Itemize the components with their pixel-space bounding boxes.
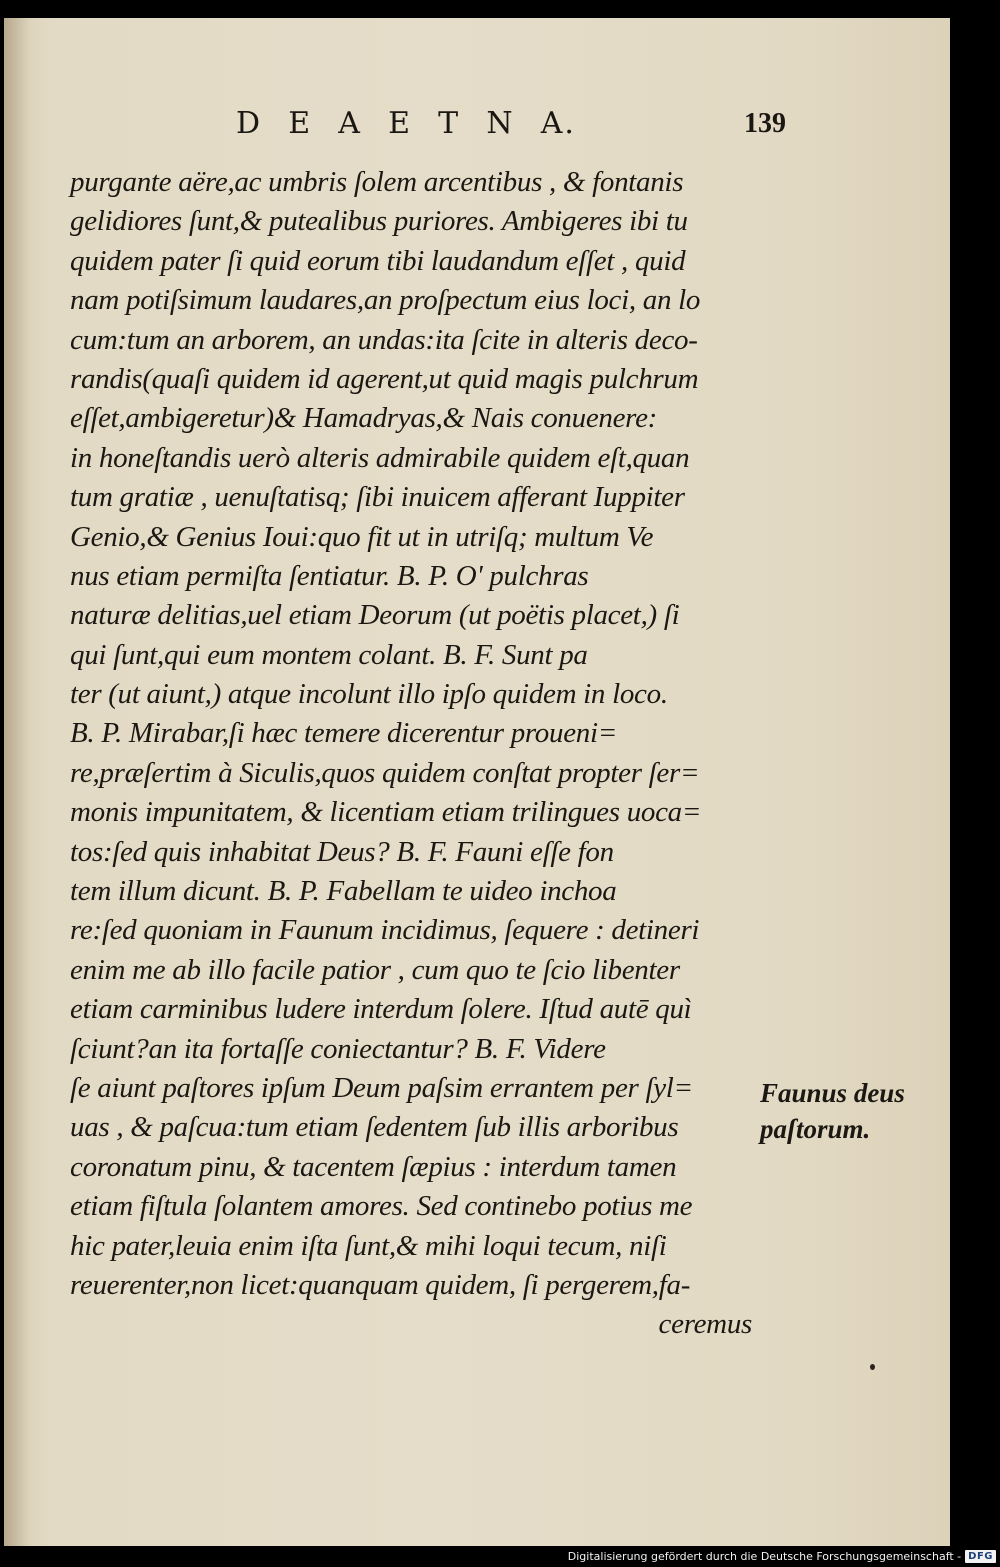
text-line: hic pater,leuia enim iſta ſunt,& mihi loqui tecum, niſi — [70, 1229, 667, 1262]
text-line: naturæ delitias,uel etiam Deorum (ut poëtis placet,) ſi — [70, 599, 680, 632]
running-head — [236, 106, 576, 141]
text-line: ſciunt?an ita fortaſſe coniectantur? B. F. Videre — [70, 1032, 606, 1065]
text-line: purgante aëre,ac umbris ſolem arcentibus , & fontanis — [70, 166, 684, 198]
text-line: coronatum pinu, & tacentem ſæpius : interdum tamen — [70, 1150, 677, 1183]
text-line: etiam fiſtula ſolantem amores. Sed continebo potius me — [70, 1190, 693, 1223]
digitization-footer — [568, 1547, 996, 1565]
running-head-letter: E — [388, 106, 413, 141]
dfg-logo-icon: DFG — [965, 1550, 996, 1563]
text-line: uas , & paſcua:tum etiam ſedentem ſub illis arboribus — [70, 1111, 679, 1144]
text-line: ter (ut aiunt,) atque incolunt illo ipſo quidem in loco. — [70, 678, 668, 711]
running-head-letter: T — [438, 106, 461, 141]
marginal-note-line: Faunus deus — [760, 1078, 905, 1108]
running-head-letter: N — [486, 106, 515, 141]
text-line: B. P. Mirabar,ſi hæc temere dicerentur proueni= — [70, 717, 617, 750]
text-line: tem illum dicunt. B. P. Fabellam te uideo inchoa — [70, 875, 617, 908]
text-line: gelidiores ſunt,& putealibus puriores. Ambigeres ibi tu — [70, 205, 688, 238]
body-text — [70, 163, 760, 1345]
text-line: randis(quaſi quidem id agerent,ut quid magis pulchrum — [70, 362, 699, 395]
text-line: tum gratiæ , uenuſtatisq; ſibi inuicem afferant Iuppiter — [70, 481, 685, 514]
running-head-letter: D — [236, 106, 263, 141]
running-head-letter: E — [288, 106, 313, 141]
text-line: nus etiam permiſta ſentiatur. B. P. O' pulchras — [70, 559, 589, 592]
text-line: re:ſed quoniam in Faunum incidimus, ſequere : detineri — [70, 914, 700, 947]
text-line: reuerenter,non licet:quanquam quidem, ſi pergerem,fa- — [70, 1268, 691, 1301]
running-head-letter: A. — [540, 106, 576, 141]
text-line: cum:tum an arborem, an undas:ita ſcite in alteris deco- — [70, 323, 698, 356]
marginal-note-line: paſtorum. — [760, 1114, 871, 1144]
text-line: monis impunitatem, & licentiam etiam trilingues uoca= — [70, 796, 702, 829]
marginal-note — [760, 1075, 930, 1147]
text-line: re,præſertim à Siculis,quos quidem conſtat propter ſer= — [70, 756, 700, 789]
text-line: qui ſunt,qui eum montem colant. B. F. Sunt pa — [70, 638, 588, 671]
book-page — [4, 18, 950, 1546]
text-line: tos:ſed quis inhabitat Deus? B. F. Fauni eſſe fon — [70, 835, 614, 868]
page-number: 139 — [744, 108, 786, 139]
text-line: eſſet,ambigeretur)& Hamadryas,& Nais conuenere: — [70, 402, 657, 435]
text-line: etiam carminibus ludere interdum ſolere. Iſtud autē quì — [70, 993, 692, 1026]
text-line: Genio,& Genius Ioui:quo fit ut in utriſq; multum Ve — [70, 520, 654, 553]
text-line: in honeſtandis uerò alteris admirabile quidem eſt,quan — [70, 441, 690, 474]
running-head-letter: A — [338, 106, 362, 141]
text-line: nam potiſsimum laudares,an proſpectum eius loci, an lo — [70, 284, 701, 317]
text-line: ſe aiunt paſtores ipſum Deum paſsim errantem per ſyl= — [70, 1071, 693, 1104]
ink-spot — [870, 1364, 875, 1370]
footer-credit: Digitalisierung gefördert durch die Deutsche Forschungsgemeinschaft - — [567, 1549, 962, 1563]
text-line: enim me ab illo facile patior , cum quo te ſcio libenter — [70, 953, 680, 986]
catchword: ceremus — [658, 1308, 752, 1341]
gutter-shadow — [4, 18, 30, 1546]
text-line: quidem pater ſi quid eorum tibi laudandum eſſet , quid — [70, 244, 686, 277]
